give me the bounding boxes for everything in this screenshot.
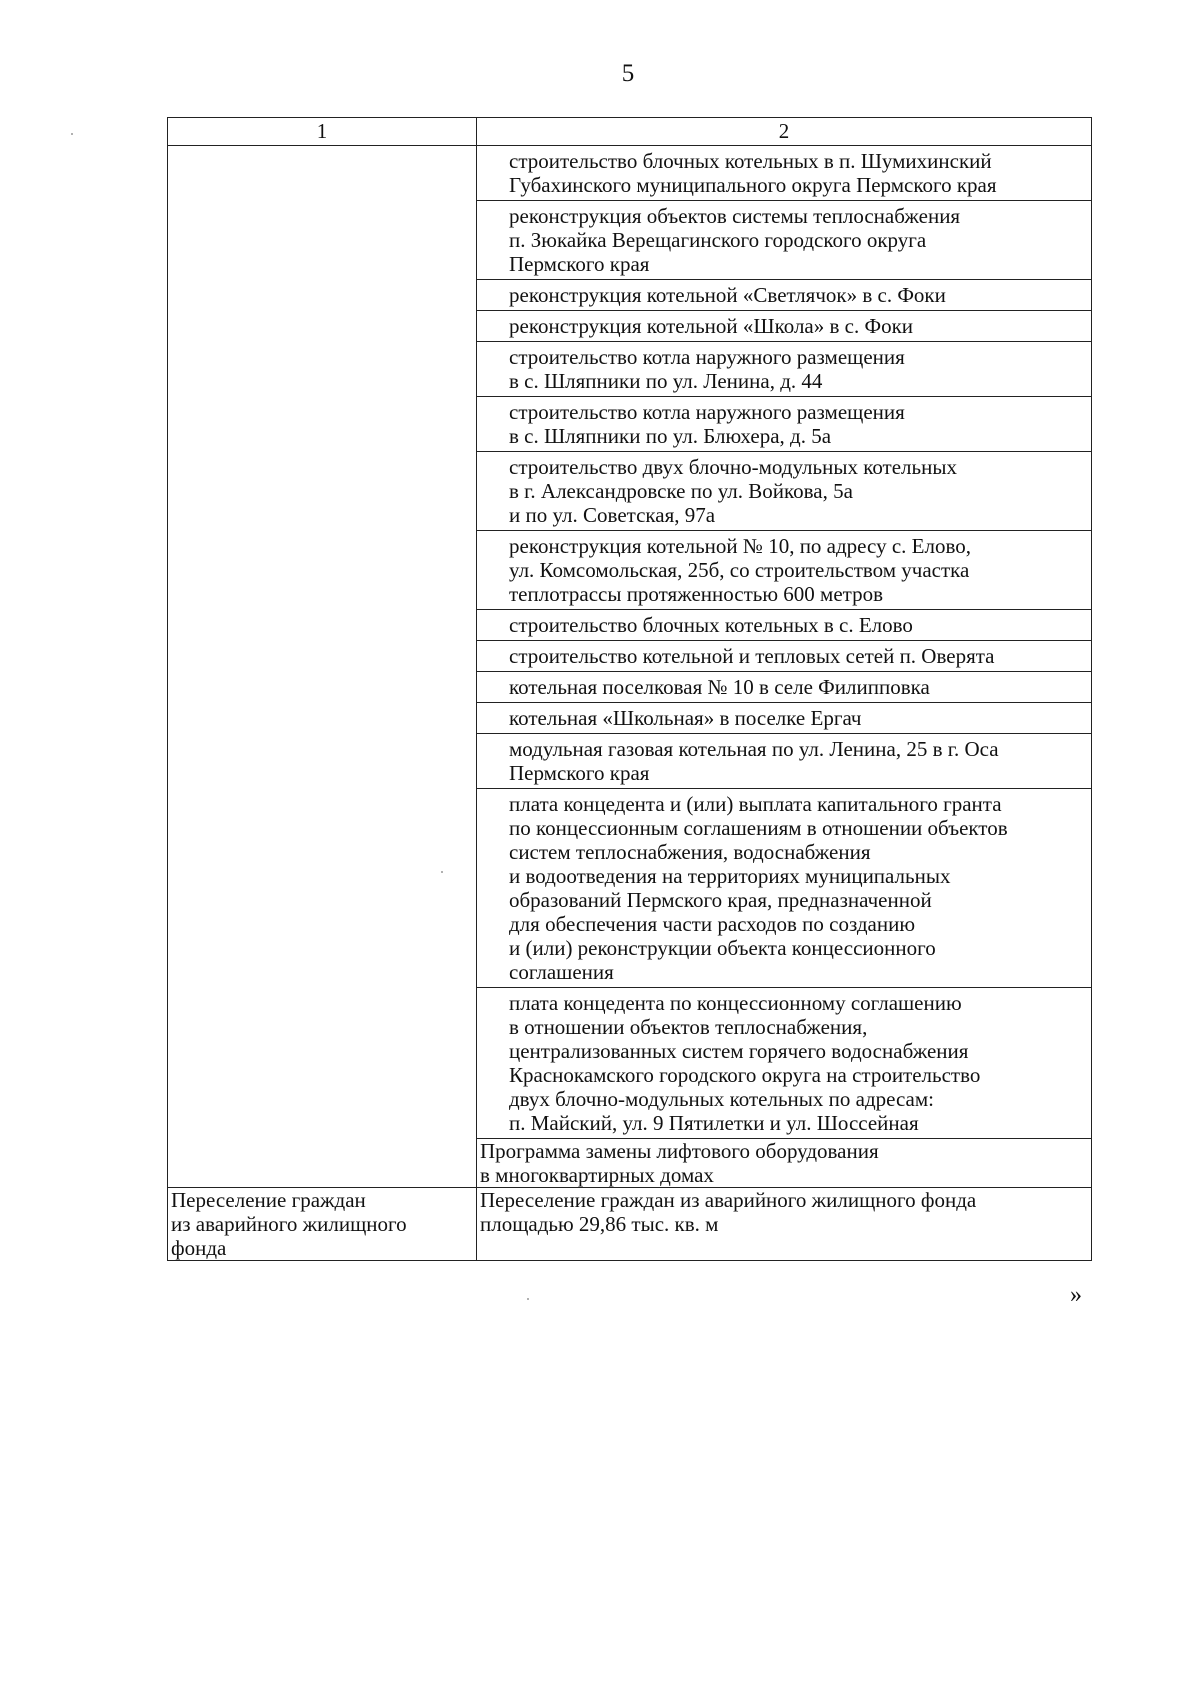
subitem-cell: плата концедента и (или) выплата капитального гранта по концессионным соглашениям в отношении объектов систем теплоснабжения, водоснабжения и водоотведения на территориях муниципальных образований Пермского края, предназначенной для обеспечения части расходов по созданию и (или) реконструкции объекта концессионного соглашения: [477, 789, 1092, 988]
scan-speck: [441, 871, 443, 873]
closing-quote: »: [1070, 1282, 1082, 1308]
subitem-cell: строительство блочных котельных в с. Елово: [477, 610, 1092, 641]
header-col-2: 2: [477, 118, 1092, 146]
subitem-cell: строительство котельной и тепловых сетей п. Оверята: [477, 641, 1092, 672]
table-row: [168, 1188, 1092, 1261]
table-row: [168, 146, 1092, 201]
subitem-cell: реконструкция котельной «Школа» в с. Фоки: [477, 311, 1092, 342]
program-row-cell: Программа замены лифтового оборудования в многоквартирных домах: [477, 1139, 1092, 1188]
program-table: [167, 117, 1092, 1261]
header-col-1: 1: [168, 118, 477, 146]
subitem-cell: реконструкция котельной № 10, по адресу с. Елово, ул. Комсомольская, 25б, со строительством участка теплотрассы протяженностью 600 метров: [477, 531, 1092, 610]
subitem-cell: строительство блочных котельных в п. Шумихинский Губахинского муниципального округа Пермского края: [477, 146, 1092, 201]
subitem-cell: строительство котла наружного размещения в с. Шляпники по ул. Ленина, д. 44: [477, 342, 1092, 397]
subitem-cell: котельная «Школьная» в поселке Ергач: [477, 703, 1092, 734]
subitem-cell: плата концедента по концессионному соглашению в отношении объектов теплоснабжения, централизованных систем горячего водоснабжения Краснокамского городского округа на строительство двух блочно-модульных котельных по адресам: п. Майский, ул. 9 Пятилетки и ул. Шоссейная: [477, 988, 1092, 1139]
resettlement-label-cell: Переселение граждан из аварийного жилищного фонда: [168, 1188, 477, 1261]
resettlement-detail-cell: Переселение граждан из аварийного жилищного фонда площадью 29,86 тыс. кв. м: [477, 1188, 1092, 1261]
subitem-cell: строительство котла наружного размещения в с. Шляпники по ул. Блюхера, д. 5а: [477, 397, 1092, 452]
subitem-cell: строительство двух блочно-модульных котельных в г. Александровске по ул. Войкова, 5а и по ул. Советская, 97а: [477, 452, 1092, 531]
subitem-cell: котельная поселковая № 10 в селе Филипповка: [477, 672, 1092, 703]
empty-left-cell: [168, 146, 477, 1188]
table-header-row: [168, 118, 1092, 146]
subitem-cell: реконструкция котельной «Светлячок» в с. Фоки: [477, 280, 1092, 311]
subitem-cell: реконструкция объектов системы теплоснабжения п. Зюкайка Верещагинского городского округа Пермского края: [477, 201, 1092, 280]
subitem-cell: модульная газовая котельная по ул. Ленина, 25 в г. Оса Пермского края: [477, 734, 1092, 789]
scan-speck: [71, 133, 73, 135]
page-number: 5: [621, 60, 635, 87]
scan-speck: [527, 1298, 529, 1300]
